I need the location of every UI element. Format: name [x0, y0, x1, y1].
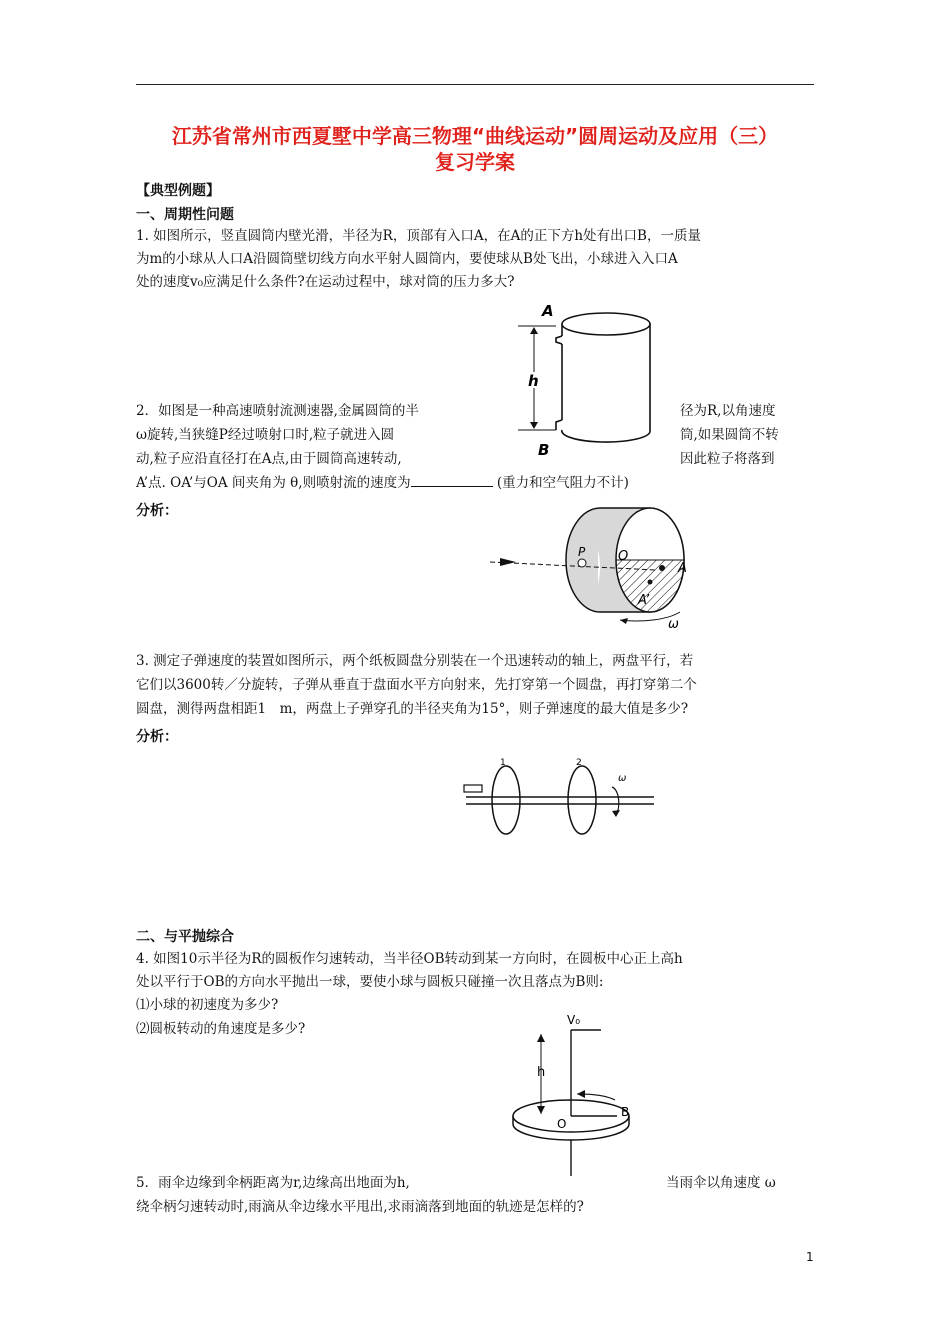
- page-subtitle: 复习学案: [435, 150, 515, 174]
- q2-line3-left: 动,粒子应沿直径打在A点,由于圆筒高速转动,: [136, 451, 402, 467]
- q2-line1-right: 径为R,以角速度: [680, 403, 776, 419]
- q4-line1: 4. 如图10示半径为R的圆板作匀速转动，当半径OB转动到某一方向时，在圆板中心正上高h: [136, 951, 683, 967]
- q5-line1-left: 5．雨伞边缘到伞柄距离为r,边缘高出地面为h,: [136, 1175, 410, 1191]
- drum-figure: [470, 500, 710, 635]
- q2-line4: [136, 472, 629, 495]
- disc1-label: 1: [500, 758, 506, 768]
- page-number: 1: [806, 1250, 814, 1264]
- answer-blank: [411, 472, 493, 487]
- q2-line2-left: ω旋转,当狭缝P经过喷射口时,粒子就进入圆: [136, 427, 395, 443]
- discs-figure: [458, 755, 658, 845]
- fig2-label-p: P: [578, 545, 586, 559]
- cylinder-figure: [510, 302, 660, 462]
- fig4-label-b: B: [621, 1105, 630, 1119]
- q5-line1-right: 当雨伞以角速度 ω: [666, 1175, 776, 1191]
- fig4-label-v0: V₀: [567, 1013, 581, 1027]
- section-projectile-heading: 二、与平抛综合: [136, 929, 234, 945]
- q2-line2-right: 筒,如果圆筒不转: [680, 427, 779, 443]
- fig4-label-o: O: [557, 1117, 567, 1131]
- fig2-label-o: O: [618, 549, 629, 564]
- fig2-label-a: A: [678, 561, 687, 576]
- fig2-label-a-prime: A’: [638, 593, 650, 608]
- disc2-label: 2: [576, 758, 582, 768]
- fig1-label-a: A: [542, 302, 554, 320]
- q3-analysis-label: 分析：: [136, 729, 178, 745]
- q1-line3: 处的速度v₀应满足什么条件?在运动过程中，球对筒的压力多大?: [136, 274, 515, 290]
- fig1-label-h: h: [528, 372, 539, 390]
- q2-analysis-label: 分析：: [136, 503, 178, 519]
- q2-line4-text: A’点. OA’与OA 间夹角为 θ,则喷射流的速度为: [136, 475, 411, 491]
- fig2-label-omega: ω: [668, 617, 679, 632]
- fig1-label-b: B: [538, 441, 550, 459]
- q3-line3: 圆盘，测得两盘相距1 m，两盘上子弹穿孔的半径夹角为15°，则子弹速度的最大值是多少?: [136, 701, 689, 717]
- q2-line3-right: 因此粒子将落到: [680, 451, 775, 467]
- q1-line2: 为m的小球从人口A沿圆筒壁切线方向水平射人圆筒内，要使球从B处飞出，小球进入入口A: [136, 251, 678, 267]
- q2-line4-note: (重力和空气阻力不计): [496, 475, 629, 491]
- section-periodicity-heading: 一、周期性问题: [136, 207, 234, 223]
- q5-line2: 绕伞柄匀速转动时,雨滴从伞边缘水平甩出,求雨滴落到地面的轨迹是怎样的?: [136, 1199, 584, 1215]
- fig3-omega: ω: [618, 773, 627, 784]
- q4-sub1: ⑴小球的初速度为多少?: [136, 997, 279, 1013]
- fig4-label-h: h: [537, 1065, 546, 1080]
- typical-examples-heading: 【典型例题】: [136, 183, 220, 199]
- q3-line1: 3. 测定子弹速度的装置如图所示，两个纸板圆盘分别装在一个迅速转动的轴上，两盘平行，若: [136, 653, 694, 669]
- page-title: 江苏省常州市西夏墅中学高三物理“曲线运动”圆周运动及应用（三）: [171, 124, 779, 148]
- q4-line2: 处以平行于OB的方向水平抛出一球，要使小球与圆板只碰撞一次且落点为B则:: [136, 974, 604, 990]
- q1-line1: 1. 如图所示，竖直圆筒内壁光滑，半径为R，顶部有入口A，在A的正下方h处有出口B，一质量: [136, 228, 701, 244]
- q2-line1-left: 2．如图是一种高速喷射流测速器,金属圆筒的半: [136, 403, 419, 419]
- q4-sub2: ⑵圆板转动的角速度是多少?: [136, 1021, 306, 1037]
- disc-figure: [505, 1010, 645, 1180]
- q3-line2: 它们以3600转／分旋转，子弹从垂直于盘面水平方向射来，先打穿第一个圆盘，再打穿第二个: [136, 677, 697, 693]
- header-rule: [136, 84, 814, 85]
